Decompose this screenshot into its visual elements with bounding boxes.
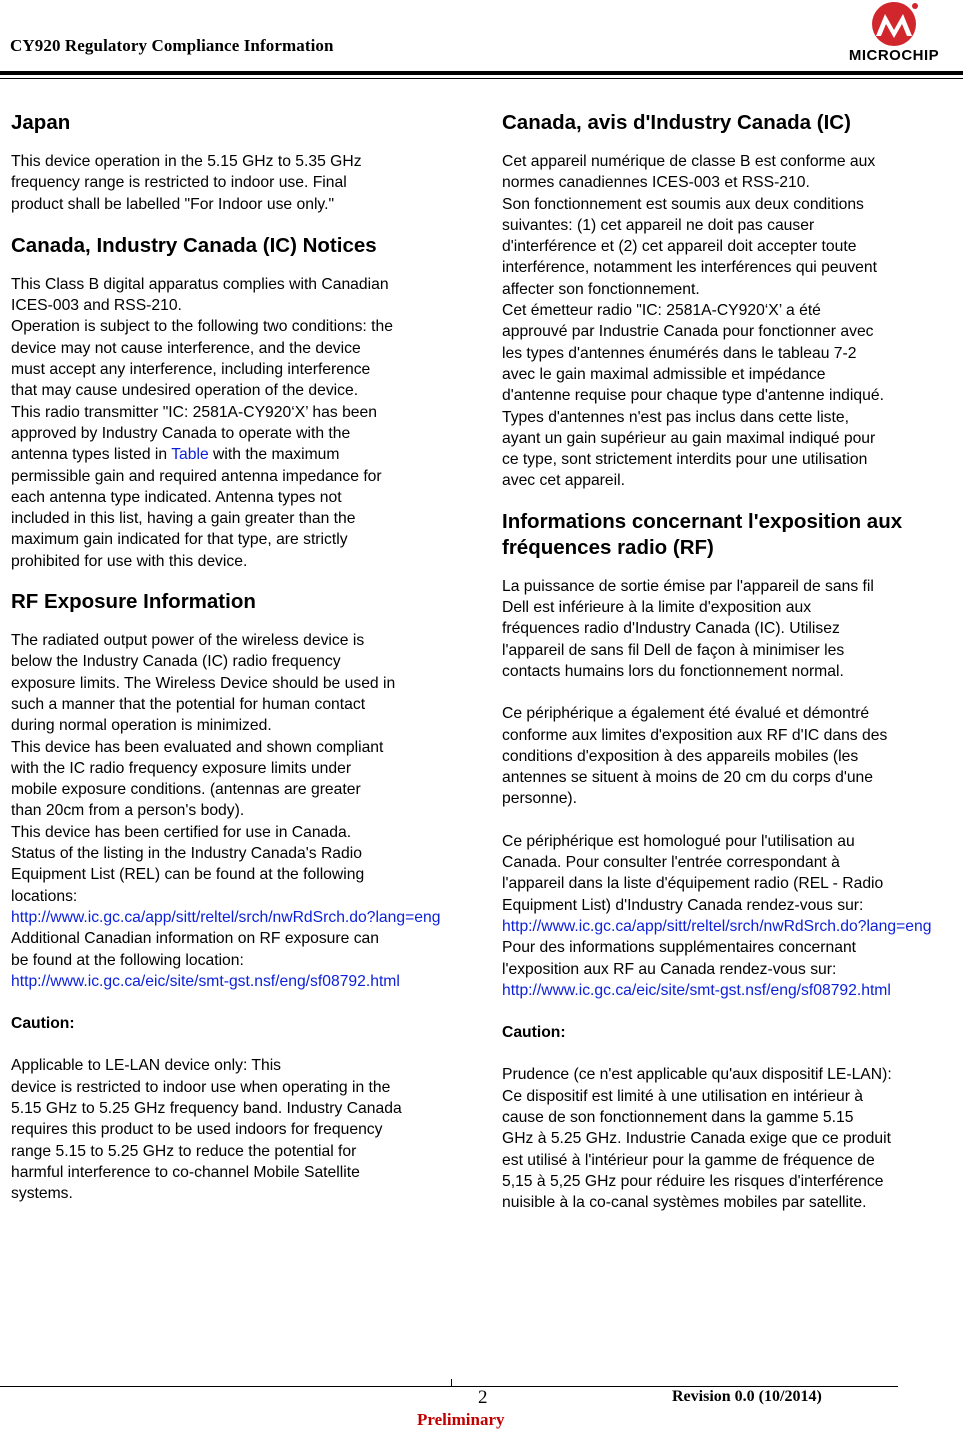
left-column [11, 110, 473, 1204]
canada-ic-text-part2: with the maximum permissible gain and required antenna impedance for each antenna type indicated. Antenna types not included in this list, having a gain greater than the maximum gain indicated for that type, are strictly prohibited for use with this device. [11, 446, 382, 570]
japan-heading: Japan [11, 111, 71, 134]
page-number: 2 [478, 1387, 488, 1408]
table-link[interactable]: Table [171, 446, 209, 464]
microchip-logo [830, 0, 958, 66]
footer-rule [0, 1386, 898, 1387]
logo-wordmark: MICROCHIP [848, 47, 940, 64]
rel-url-fr-link[interactable]: http://www.ic.gc.ca/app/sitt/reltel/srch/nwRdSrch.do?lang=eng [502, 917, 932, 935]
info-url-fr-link[interactable]: http://www.ic.gc.ca/eic/site/smt-gst.nsf/eng/sf08792.html [502, 981, 891, 999]
info-url-link[interactable]: http://www.ic.gc.ca/eic/site/smt-gst.nsf/eng/sf08792.html [11, 972, 400, 990]
revision-label: Revision 0.0 (10/2014) [672, 1388, 822, 1405]
footer-rule-tick [451, 1379, 452, 1387]
rf-exposure-heading: RF Exposure Information [11, 590, 256, 614]
header-rule-thin [0, 78, 963, 79]
caution-fr-paragraph: Prudence (ce n'est applicable qu'aux dispositif LE-LAN): Ce dispositif est limité à une utilisation en intérieur à cause de son fonctionnement dans la gamme 5.15 GHz à 5.25 GHz. Industrie Canada exige que ce produit est utilisé à l'intérieur pour la gamme de fréquence de 5,15 à 5,25 GHz pour réduire les risques d'interférence nuisible à la co-canal systèmes mobiles par satellite. [502, 1066, 892, 1212]
canada-ic-paragraph [11, 274, 473, 572]
rf-exposure-paragraph: The radiated output power of the wireless device is below the Industry Canada (IC) radio frequency exposure limits. The Wireless Device should be used in such a manner that the potential for human contact during normal operation is minimized. This device has been evaluated and shown compliant with the IC radio frequency exposure limits under mobile exposure conditions. (antennas are greater than 20cm from a person's body). This device has been certified for use in Canada. Status of the listing in the Industry Canada's Radio Equipment List (REL) can be found at the following locations: [11, 632, 396, 905]
microchip-logo-icon [872, 2, 918, 46]
document-title: CY920 Regulatory Compliance Information [10, 36, 334, 55]
rf-exposure-fr-paragraph-2: Ce périphérique a également été évalué et démontré conforme aux limites d'exposition aux RF d'IC dans des conditions d'exposition à des appareils mobiles (les antennes se situent à moins de 20 cm du corps d'une personne). [502, 705, 888, 808]
avis-ic-heading: Canada, avis d'Industry Canada (IC) [502, 111, 851, 134]
rf-exposure-fr-heading: Informations concernant l'exposition aux fréquences radio (RF) [502, 509, 903, 559]
rel-url-link[interactable]: http://www.ic.gc.ca/app/sitt/reltel/srch/nwRdSrch.do?lang=eng [11, 908, 441, 926]
canada-ic-heading: Canada, Industry Canada (IC) Notices [11, 233, 377, 257]
rf-exposure-fr-paragraph-1: La puissance de sortie émise par l'appareil de sans fil Dell est inférieure à la limite d'exposition aux fréquences radio d'Industry Canada (IC). Utilisez l'appareil de sans fil Dell de façon à minimiser les contacts humains lors du fonctionnement normal. [502, 577, 874, 680]
right-column [502, 110, 960, 1213]
caution-fr-label: Caution: [502, 1024, 566, 1042]
preliminary-label: Preliminary [417, 1410, 505, 1429]
canada-ic-text-part1: This Class B digital apparatus complies with Canadian ICES-003 and RSS-210. Operation is subject to the following two conditions: the device may not cause interference, and the device must accept any interference, including interference that may cause undesired operation of the device. This radio transmitter "IC: 2581A-CY920‘X’ has been approved by Industry Canada to operate with the antenna types listed in [11, 275, 393, 464]
caution-paragraph: Applicable to LE-LAN device only: This device is restricted to indoor use when operating in the 5.15 GHz to 5.25 GHz frequency band. Industry Canada requires this product to be used indoors for frequency range 5.15 to 5.25 GHz to reduce the potential for harmful interference to co-channel Mobile Satellite systems. [11, 1057, 402, 1203]
caution-label: Caution: [11, 1015, 75, 1033]
rf-exposure-fr-paragraph-3: Ce périphérique est homologué pour l'utilisation au Canada. Pour consulter l'entrée correspondant à l'appareil dans la liste d'équipement radio (REL - Radio Equipment List) d'Industry Canada rendez-vous sur: [502, 832, 884, 914]
japan-paragraph: This device operation in the 5.15 GHz to 5.35 GHz frequency range is restricted to indoor use. Final product shall be labelled "For Indoor use only." [11, 153, 362, 213]
additional-info-fr-paragraph: Pour des informations supplémentaires concernant l'exposition aux RF au Canada rendez-vous sur: [502, 939, 857, 978]
header-rule-thick [0, 71, 963, 75]
additional-info-paragraph: Additional Canadian information on RF exposure can be found at the following location: [11, 930, 380, 969]
avis-ic-paragraph: Cet appareil numérique de classe B est conforme aux normes canadiennes ICES-003 et RSS-210. Son fonctionnement est soumis aux deux conditions suivantes: (1) cet appareil ne doit pas causer d'interférence et (2) cet appareil doit accepter toute interférence, notamment les interférences qui peuvent affecter son fonctionnement. Cet émetteur radio "IC: 2581A-CY920‘X’ a été approuvé par Industrie Canada pour fonctionner avec les types d'antennes énumérés dans le tableau 7-2 avec le gain maximal admissible et impédance d'antenne requise pour chaque type d'antenne indiqué. Types d'antennes n'est pas inclus dans cette liste, ayant un gain supérieur au gain maximal indiqué pour ce type, sont strictement interdits pour une utilisation avec cet appareil. [502, 153, 884, 490]
